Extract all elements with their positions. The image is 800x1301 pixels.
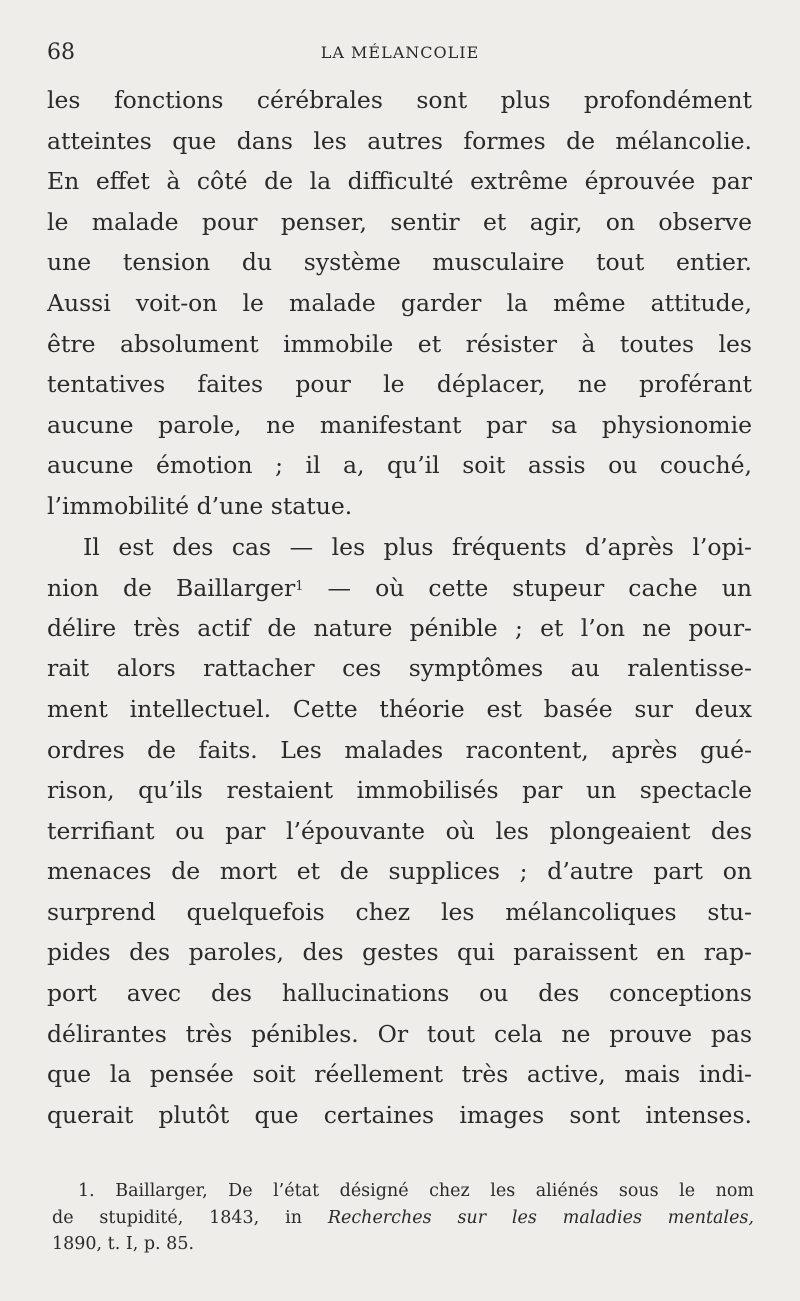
- text-line: une tension du système musculaire tout entier.: [47, 248, 752, 277]
- text-line: être absolument immobile et résister à toutes les: [47, 329, 752, 358]
- text-line: Il est des cas — les plus fréquents d’après l’opi-: [83, 532, 752, 561]
- text-line: Aussi voit-on le malade garder la même attitude,: [47, 288, 752, 317]
- text-fragment: — où cette stupeur cache un: [327, 574, 752, 603]
- text-line: rison, qu’ils restaient immobilisés par un spectacle: [47, 776, 752, 805]
- text-line: ordres de faits. Les malades racontent, après gué-: [47, 735, 752, 764]
- text-line: le malade pour penser, sentir et agir, on observe: [47, 207, 752, 236]
- text-line-with-footnote-ref: [47, 567, 752, 608]
- footnote-line: [52, 1205, 754, 1232]
- footnote-text: de stupidité, 1843, in: [52, 1207, 328, 1228]
- footnote-line: 1. Baillarger, De l’état désigné chez les aliénés sous le nom: [78, 1181, 754, 1201]
- text-line: atteintes que dans les autres formes de mélancolie.: [47, 126, 752, 155]
- text-line: menaces de mort et de supplices ; d’autre part on: [47, 857, 752, 886]
- text-line: surprend quelquefois chez les mélancoliques stu-: [47, 897, 752, 926]
- footnote-reference: 1: [295, 579, 304, 595]
- text-line: l’immobilité d’une statue.: [47, 491, 353, 520]
- text-line: pides des paroles, des gestes qui paraissent en rap-: [47, 938, 752, 967]
- text-line: rait alors rattacher ces symptômes au ralentisse-: [47, 654, 752, 683]
- text-line: les fonctions cérébrales sont plus profondément: [47, 86, 752, 114]
- text-line: délire très actif de nature pénible ; et l’on ne pour-: [47, 613, 752, 642]
- text-line: ment intellectuel. Cette théorie est basée sur deux: [47, 694, 752, 723]
- running-head-title: LA MÉLANCOLIE: [320, 43, 480, 62]
- text-line: tentatives faites pour le déplacer, ne proférant: [47, 370, 752, 399]
- text-line: querait plutôt que certaines images sont intenses.: [47, 1100, 752, 1129]
- footnote-book-title: Recherches sur les maladies mentales,: [327, 1207, 754, 1228]
- footnote: [52, 1178, 754, 1258]
- text-line: aucune parole, ne manifestant par sa physionomie: [47, 410, 752, 439]
- text-line: terrifiant ou par l’épouvante où les plongeaient des: [47, 816, 752, 845]
- footnote-line: 1890, t. I, p. 85.: [52, 1234, 195, 1254]
- page-number: 68: [47, 40, 75, 65]
- text-line: aucune émotion ; il a, qu’il soit assis ou couché,: [47, 451, 752, 480]
- text-line: port avec des hallucinations ou des conceptions: [47, 979, 752, 1008]
- text-line: délirantes très pénibles. Or tout cela ne prouve pas: [47, 1019, 752, 1048]
- text-line: En effet à côté de la difficulté extrême éprouvée par: [47, 167, 752, 196]
- text-fragment: nion de Baillarger: [47, 574, 296, 603]
- text-line: que la pensée soit réellement très active, mais indi-: [47, 1060, 752, 1089]
- body-text: [47, 80, 752, 1135]
